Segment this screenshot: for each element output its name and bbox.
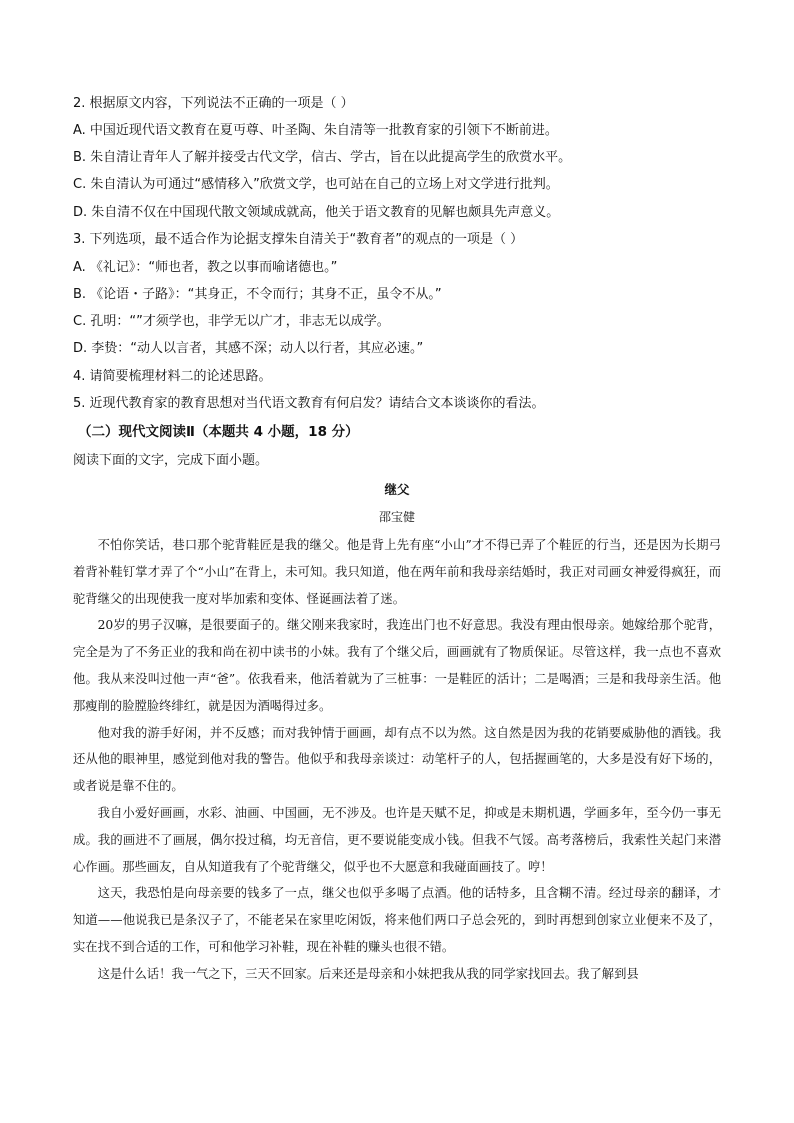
question-2-option-b: B. 朱自清让青年人了解并接受古代文学，信古、学古，旨在以此提高学生的欣赏水平。 xyxy=(73,150,572,165)
article-paragraph: 这是什么话！我一气之下，三天不回家。后来还是母亲和小妹把我从我的同学家找回去。我了解到县 xyxy=(97,966,639,981)
question-4-stem: 4. 请简要梳理材料二的论述思路。 xyxy=(73,369,272,384)
question-2-option-a: A. 中国近现代语文教育在夏丏尊、叶圣陶、朱自清等一批教育家的引领下不断前进。 xyxy=(73,123,558,138)
question-5-stem: 5. 近现代教育家的教育思想对当代语文教育有何启发？请结合文本谈谈你的看法。 xyxy=(73,396,545,411)
question-3-stem: 3. 下列选项，最不适合作为论据支撑朱自清关于“教育者”的观点的一项是（ ） xyxy=(73,232,524,247)
question-2-option-d: D. 朱自清不仅在中国现代散文领域成就高，他关于语文教育的见解也颇具先声意义。 xyxy=(73,205,560,220)
section-heading: （二）现代文阅读Ⅱ（本题共 4 小题，18 分） xyxy=(78,424,359,440)
article-paragraph: 不怕你笑话，巷口那个驼背鞋匠是我的继父。他是背上先有座“小山”才不得已弄了个鞋匠的行当，还是因为长期弓着背补鞋钉掌才弄了个“小山”在背上，未可知。我只知道，他在两年前和我母亲结婚时，我正对司画女神爱得疯狂，而驼背继父的出现使我一度对毕加索和变体、怪诞画法着了迷。 xyxy=(73,538,721,606)
article-paragraph: 这天，我恐怕是向母亲要的钱多了一点，继父也似乎多喝了点酒。他的话特多，且含糊不清。经过母亲的翻译，才知道——他说我已是条汉子了，不能老呆在家里吃闲饭，将来他们两口子总会死的，到时再想到创家立业便来不及了，实在找不到合适的工作，可和他学习补鞋，现在补鞋的赚头也很不错。 xyxy=(73,886,721,954)
question-2-stem: 2. 根据原文内容，下列说法不正确的一项是（ ） xyxy=(73,96,354,111)
article-author: 邵宝健 xyxy=(378,510,415,524)
reading-instruction: 阅读下面的文字，完成下面小题。 xyxy=(73,453,269,468)
question-3-option-c: C. 孔明：“”才须学也，非学无以广才，非志无以成学。 xyxy=(73,314,390,329)
article-body xyxy=(73,532,721,988)
question-3-option-d: D. 李贽：“动人以言者，其感不深；动人以行者，其应必速。” xyxy=(73,341,424,356)
article-title: 继父 xyxy=(384,482,410,497)
question-3-option-a: A. 《礼记》：“师也者，教之以事而喻诸德也。” xyxy=(73,260,338,275)
article-paragraph: 他对我的游手好闲，并不反感；而对我钟情于画画，却有点不以为然。这自然是因为我的花销要威胁他的酒钱。我还从他的眼神里，感觉到他对我的警告。他似乎和我母亲谈过：动笔杆子的人，包括握画笔的，大多是没有好下场的，或者说是靠不住的。 xyxy=(73,725,721,794)
question-3-option-b: B. 《论语・子路》：“其身正，不令而行；其身不正，虽令不从。” xyxy=(73,287,442,302)
question-2-option-c: C. 朱自清认为可通过“感情移入”欣赏文学，也可站在自己的立场上对文学进行批判。 xyxy=(73,177,559,192)
article-paragraph: 20岁的男子汉嘛，是很要面子的。继父刚来我家时，我连出门也不好意思。我没有理由恨母亲。她嫁给那个驼背，完全是为了不务正业的我和尚在初中读书的小妹。我有了个继父后，画画就有了物质保证。尽管这样，我一点也不喜欢他。我从来没叫过他一声“爸”。依我看来，他活着就为了三桩事：一是鞋匠的活计；二是喝酒；三是和我母亲生活。他那瘦削的脸膛脸终绯红，就是因为酒喝得过多。 xyxy=(73,618,721,713)
article-paragraph: 我自小爱好画画，水彩、油画、中国画，无不涉及。也许是天赋不足，抑或是未期机遇，学画多年，至今仍一事无成。我的画进不了画展，偶尔投过稿，均无音信，更不要说能变成小钱。但我不气馁。高考落榜后，我索性关起门来潜心作画。那些画友，自从知道我有了个驼背继父，似乎也不大愿意和我碰面画技了。哼！ xyxy=(73,805,721,874)
